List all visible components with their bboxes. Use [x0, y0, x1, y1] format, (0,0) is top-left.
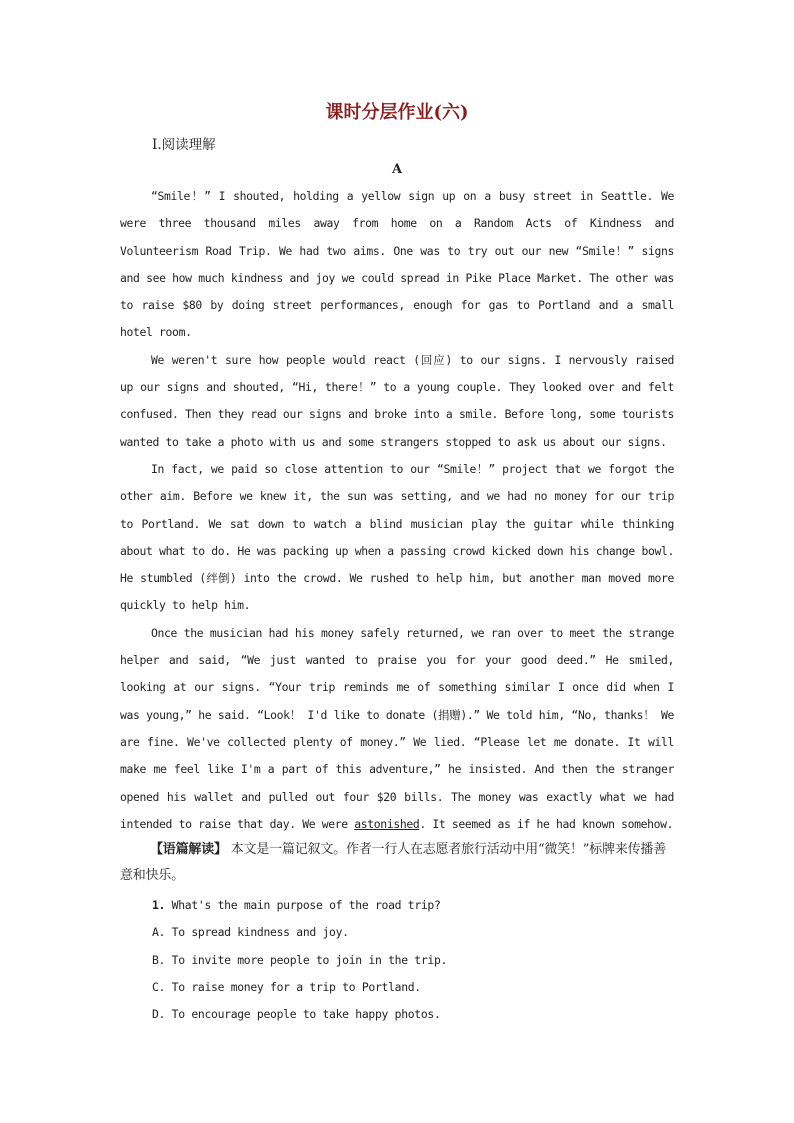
paragraph-4-text-a: Once the musician had his money safely returned, we ran over to meet the strange helper and said, “We just wanted to praise you for your good deed.” He smiled, looking at our signs. “Your trip reminds me of something similar I once did when I was young,” he said. “Look！ I'd like to donate (捐赠).” We told him, “No, thanks！ We are fine. We've collected plenty of money.” We lied. “Please let me donate. It will make me feel like I'm a part of this adventure,” he insisted. And then the stranger opened his wallet and pulled out four $20 bills. The money was exactly what we had intended to raise that day. We were: [120, 625, 674, 831]
option-c: C. To raise money for a trip to Portland.: [152, 979, 421, 994]
paragraph-2: We weren't sure how people would react (回应) to our signs. I nervously raised up our signs and shouted, “Hi, there！” to a young couple. They looked over and felt confused. Then they read our signs and broke into a smile. Before long, some tourists wanted to take a photo with us and some strangers stopped to ask us about our signs.: [120, 352, 674, 449]
question-stem: [152, 892, 672, 919]
passage-body: [120, 183, 674, 838]
question-number: 1.: [152, 898, 166, 912]
analysis-text: 本文是一篇记叙文。作者一行人在志愿者旅行活动中用“微笑！”标牌来传播善意和快乐。: [120, 842, 667, 883]
analysis-tag: 【语篇解读】: [150, 842, 227, 857]
underlined-word: astonished: [354, 816, 420, 831]
paragraph-3: In fact, we paid so close attention to our “Smile！” project that we forgot the other aim. Before we knew it, the sun was setting, and we had no money for our trip to Portland. We sat down to watch a blind musician play the guitar while thinking about what to do. He was packing up when a passing crowd kicked down his change bowl. He stumbled (绊倒) into the crowd. We rushed to help him, but another man moved more quickly to help him.: [120, 461, 674, 613]
page-title: 课时分层作业(六): [325, 102, 469, 123]
paragraph-1: “Smile！” I shouted, holding a yellow sign up on a busy street in Seattle. We were three thousand miles away from home on a Random Acts of Kindness and Volunteerism Road Trip. We had two aims. One was to try out our new “Smile！” signs and see how much kindness and joy we could spread in Pike Place Market. The other was to raise $80 by doing street performances, enough for gas to Portland and a small hotel room.: [120, 189, 674, 340]
option-d: D. To encourage people to take happy photos.: [152, 1007, 441, 1022]
text-analysis: [120, 837, 676, 889]
question-text: What's the main purpose of the road trip?: [165, 898, 441, 912]
option-a: A. To spread kindness and joy.: [152, 925, 349, 940]
section-heading: Ⅰ.阅读理解: [152, 137, 216, 153]
passage-label: A: [391, 162, 403, 177]
option-b: B. To invite more people to join in the trip.: [152, 952, 448, 967]
paragraph-4: [120, 620, 674, 838]
paragraph-4-text-b: . It seemed as if he had known somehow.: [419, 816, 674, 831]
question-1: [152, 892, 672, 1028]
